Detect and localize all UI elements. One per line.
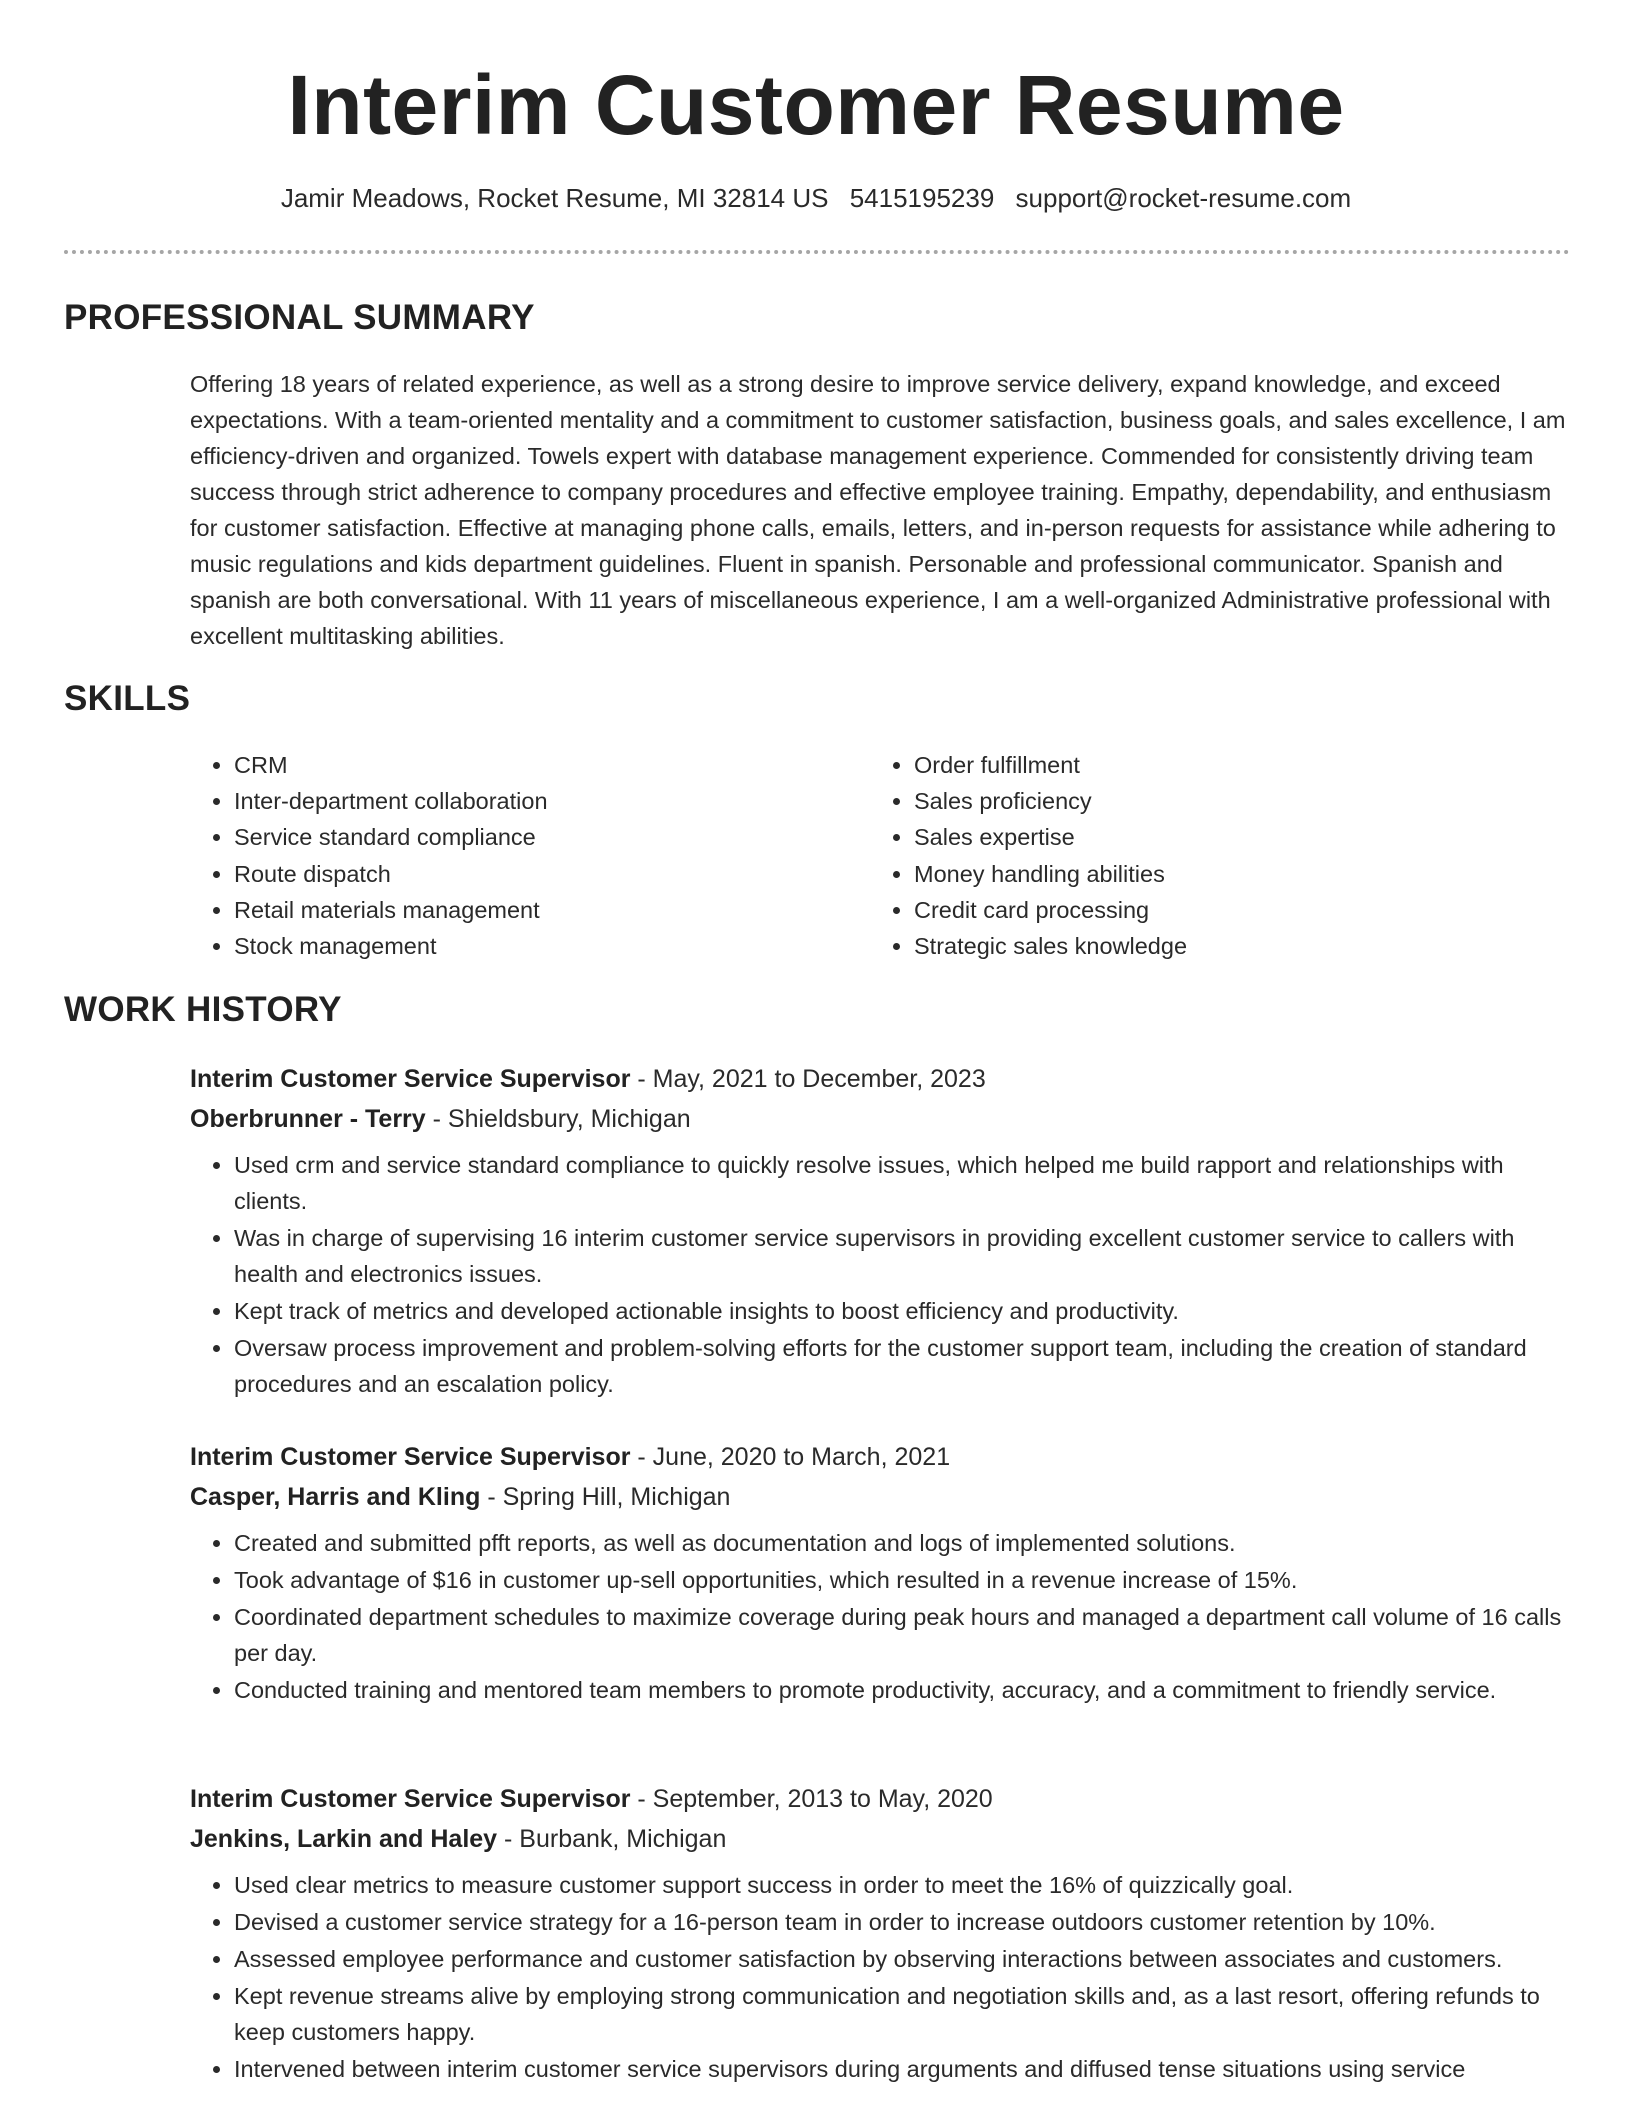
job-title-line — [190, 1059, 1570, 1099]
job-bullet: • Intervened between interim customer service supervisors during arguments and diffused tense situations using service — [234, 2051, 1570, 2087]
summary-text: Offering 18 years of related experience, as well as a strong desire to improve service delivery, expand knowledge, and exceed expectations. With a team-oriented mentality and a commitment to customer satisfaction, business goals, and sales excellence, I am efficiency-driven and organized. Towels expert with database management experience. Commended for consistently driving team success through strict adherence to company procedures and effective employee training. Empathy, dependability, and enthusiasm for customer satisfaction. Effective at managing phone calls, emails, letters, and in-person requests for assistance while adhering to music regulations and kids department guidelines. Fluent in spanish. Personable and professional communicator. Spanish and spanish are both conversational. With 11 years of miscellaneous experience, I am a well-organized Administrative professional with excellent multitasking abilities. — [190, 371, 1566, 649]
skills-heading: SKILLS — [64, 679, 191, 718]
job-bullet: • Oversaw process improvement and problem-solving efforts for the customer support team, including the creation of standard procedures and an escalation policy. — [234, 1330, 1570, 1402]
skill-item: • Order fulfillment — [914, 747, 1550, 783]
job-bullet: • Kept track of metrics and developed actionable insights to boost efficiency and productivity. — [234, 1293, 1570, 1329]
skill-item: • Strategic sales knowledge — [914, 928, 1550, 964]
skill-item: • CRM — [234, 747, 870, 783]
job-entry — [190, 1779, 1570, 2088]
job-bullet: • Took advantage of $16 in customer up-sell opportunities, which resulted in a revenue increase of 15%. — [234, 1562, 1570, 1598]
contact-line — [0, 178, 1632, 218]
job-company: Jenkins, Larkin and Haley — [190, 1825, 498, 1853]
skills-column-right — [870, 747, 1550, 964]
job-entry — [190, 1059, 1570, 1403]
work-history-heading: WORK HISTORY — [64, 990, 342, 1029]
job-bullet: • Conducted training and mentored team members to promote productivity, accuracy, and a commitment to friendly service. — [234, 1672, 1570, 1708]
job-dates: - May, 2021 to December, 2023 — [630, 1065, 986, 1093]
skill-item: • Inter-department collaboration — [234, 783, 870, 819]
skill-item: • Service standard compliance — [234, 819, 870, 855]
job-bullet: • Coordinated department schedules to maximize coverage during peak hours and managed a department call volume of 16 calls per day. — [234, 1599, 1570, 1671]
job-title: Interim Customer Service Supervisor — [190, 1443, 631, 1471]
skill-item: • Route dispatch — [234, 856, 870, 892]
skill-item: • Credit card processing — [914, 892, 1550, 928]
job-bullet: • Created and submitted pfft reports, as well as documentation and logs of implemented solutions. — [234, 1525, 1570, 1561]
summary-heading: PROFESSIONAL SUMMARY — [64, 298, 535, 337]
skill-item: • Retail materials management — [234, 892, 870, 928]
job-company-line — [190, 1099, 1570, 1139]
job-company: Casper, Harris and Kling — [190, 1483, 481, 1511]
skill-item: • Money handling abilities — [914, 856, 1550, 892]
job-bullet: • Was in charge of supervising 16 interim customer service supervisors in providing excellent customer service to callers with health and electronics issues. — [234, 1220, 1570, 1292]
job-bullet: • Assessed employee performance and customer satisfaction by observing interactions between associates and customers. — [234, 1941, 1570, 1977]
skill-item: • Sales proficiency — [914, 783, 1550, 819]
job-company: Oberbrunner - Terry — [190, 1105, 426, 1133]
job-bullets — [190, 1867, 1570, 2087]
job-bullet: • Used clear metrics to measure customer support success in order to meet the 16% of quizzically goal. — [234, 1867, 1570, 1903]
job-entry — [190, 1437, 1570, 1709]
job-location: - Spring Hill, Michigan — [480, 1483, 731, 1511]
job-bullet: • Kept revenue streams alive by employing strong communication and negotiation skills and, as a last resort, offering refunds to keep customers happy. — [234, 1978, 1570, 2050]
resume-title: Interim Customer Resume — [287, 58, 1345, 152]
job-title-line — [190, 1437, 1570, 1477]
job-title-line — [190, 1779, 1570, 1819]
job-company-line — [190, 1819, 1570, 1859]
job-bullet: • Used crm and service standard compliance to quickly resolve issues, which helped me build rapport and relationships with clients. — [234, 1147, 1570, 1219]
skills-list — [190, 747, 1570, 964]
job-company-line — [190, 1477, 1570, 1517]
job-title: Interim Customer Service Supervisor — [190, 1785, 631, 1813]
skill-item: • Stock management — [234, 928, 870, 964]
contact-phone: 5415195239 — [849, 183, 995, 213]
job-bullets — [190, 1525, 1570, 1708]
contact-address: Jamir Meadows, Rocket Resume, MI 32814 US — [280, 183, 829, 213]
contact-email: support@rocket-resume.com — [1015, 183, 1352, 213]
job-location: - Burbank, Michigan — [497, 1825, 727, 1853]
job-title: Interim Customer Service Supervisor — [190, 1065, 631, 1093]
job-dates: - September, 2013 to May, 2020 — [630, 1785, 993, 1813]
job-bullets — [190, 1147, 1570, 1402]
job-bullet: • Devised a customer service strategy for a 16-person team in order to increase outdoors customer retention by 10%. — [234, 1904, 1570, 1940]
skill-item: • Sales expertise — [914, 819, 1550, 855]
header-divider — [64, 250, 1570, 254]
job-location: - Shieldsbury, Michigan — [425, 1105, 691, 1133]
skills-column-left — [190, 747, 870, 964]
job-dates: - June, 2020 to March, 2021 — [630, 1443, 951, 1471]
